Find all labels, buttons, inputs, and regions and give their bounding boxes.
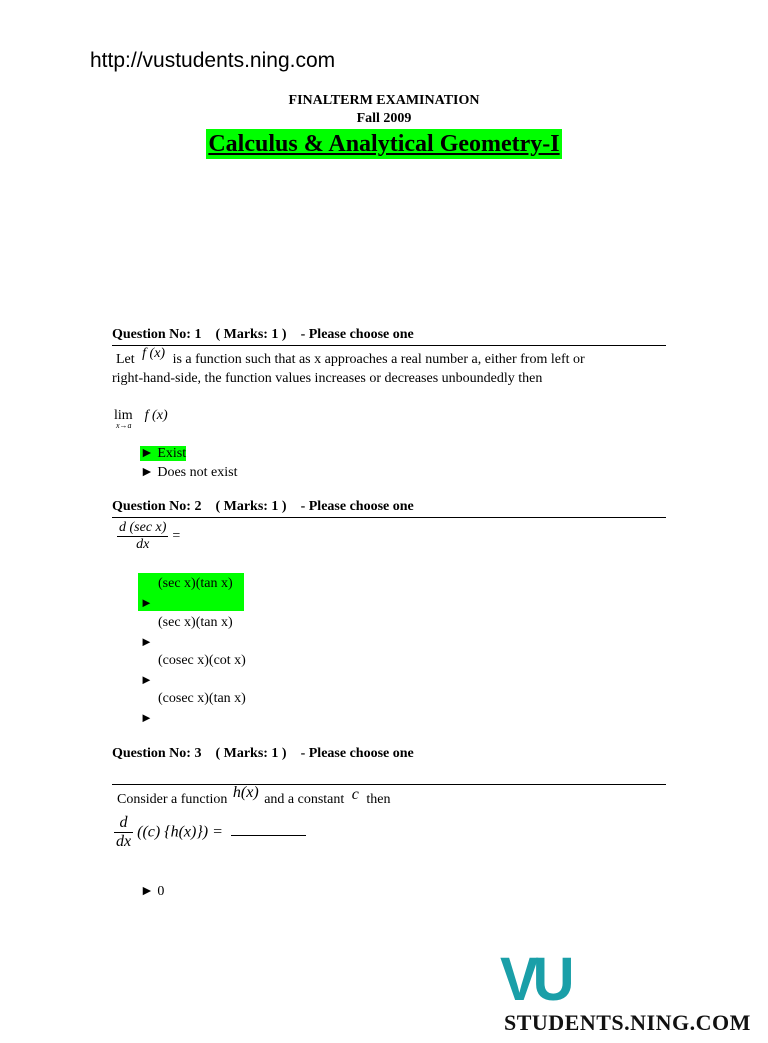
q1-option-1-text: ► Exist [140, 446, 187, 461]
question-1-heading: Question No: 1 ( Marks: 1 ) - Please choose one [112, 327, 666, 346]
q1-lim-sub: x→a [116, 421, 132, 430]
q3-text-b: and a constant [264, 792, 345, 807]
q1-text-line1: is a function such that as x approaches a real number a, either from left or [172, 352, 585, 367]
q1-func: f (x) [142, 346, 166, 361]
q3-fraction [114, 814, 133, 851]
q2-option-3[interactable]: (cosec x)(cot x) [158, 653, 246, 668]
q3-answer-blank [231, 835, 306, 836]
question-3-heading: Question No: 3 ( Marks: 1 ) - Please choose one [112, 746, 414, 761]
q3-expression [114, 814, 306, 851]
q3-den: dx [116, 833, 132, 850]
q3-option-1[interactable]: ► 0 [140, 884, 165, 899]
q3-text-a: Consider a function [117, 792, 228, 807]
vustudents-logo [500, 945, 768, 1035]
q2-option-2[interactable]: (sec x)(tan x) [158, 615, 233, 630]
question-1-line1 [116, 346, 585, 368]
q2-option-2-arrow: ► [140, 634, 153, 649]
q2-eq: = [172, 528, 181, 544]
exam-title: FINALTERM EXAMINATION [288, 93, 480, 108]
exam-term: Fall 2009 [356, 111, 412, 126]
q3-num: d [114, 814, 133, 833]
q2-option-1[interactable]: (sec x)(tan x) [158, 576, 233, 591]
q2-option-1-arrow: ► [140, 595, 153, 610]
question-1-line2: right-hand-side, the function values increases or decreases unboundedly then [112, 371, 543, 386]
q2-option-3-arrow: ► [140, 672, 153, 687]
logo-text: STUDENTS.NING.COM [504, 1010, 751, 1035]
logo-vu: VU [500, 945, 569, 1014]
q2-fraction [117, 520, 168, 553]
header-url[interactable]: http://vustudents.ning.com [90, 49, 336, 72]
q3-divider [112, 784, 666, 785]
course-title-wrap [0, 129, 768, 159]
q2-option-4-arrow: ► [140, 710, 153, 725]
q2-den: dx [136, 537, 150, 552]
q1-option-2[interactable]: ► Does not exist [140, 465, 238, 480]
q3-text-c: then [366, 792, 391, 807]
q1-let: Let [116, 352, 135, 367]
q3-const: c [351, 786, 359, 803]
q3-func: h(x) [232, 784, 259, 801]
question-2-heading: Question No: 2 ( Marks: 1 ) - Please choose one [112, 499, 666, 518]
q2-derivative [117, 520, 180, 553]
q3-expr: ((c) {h(x)}) = [137, 823, 223, 841]
course-title: Calculus & Analytical Geometry-I [208, 131, 560, 157]
q1-option-1[interactable] [140, 446, 186, 462]
q3-statement [117, 784, 391, 808]
q2-option-4[interactable]: (cosec x)(tan x) [158, 691, 246, 706]
q2-num: d (sec x) [119, 520, 167, 535]
q1-lim-func: f (x) [144, 408, 168, 423]
q1-lim: lim [114, 408, 133, 423]
